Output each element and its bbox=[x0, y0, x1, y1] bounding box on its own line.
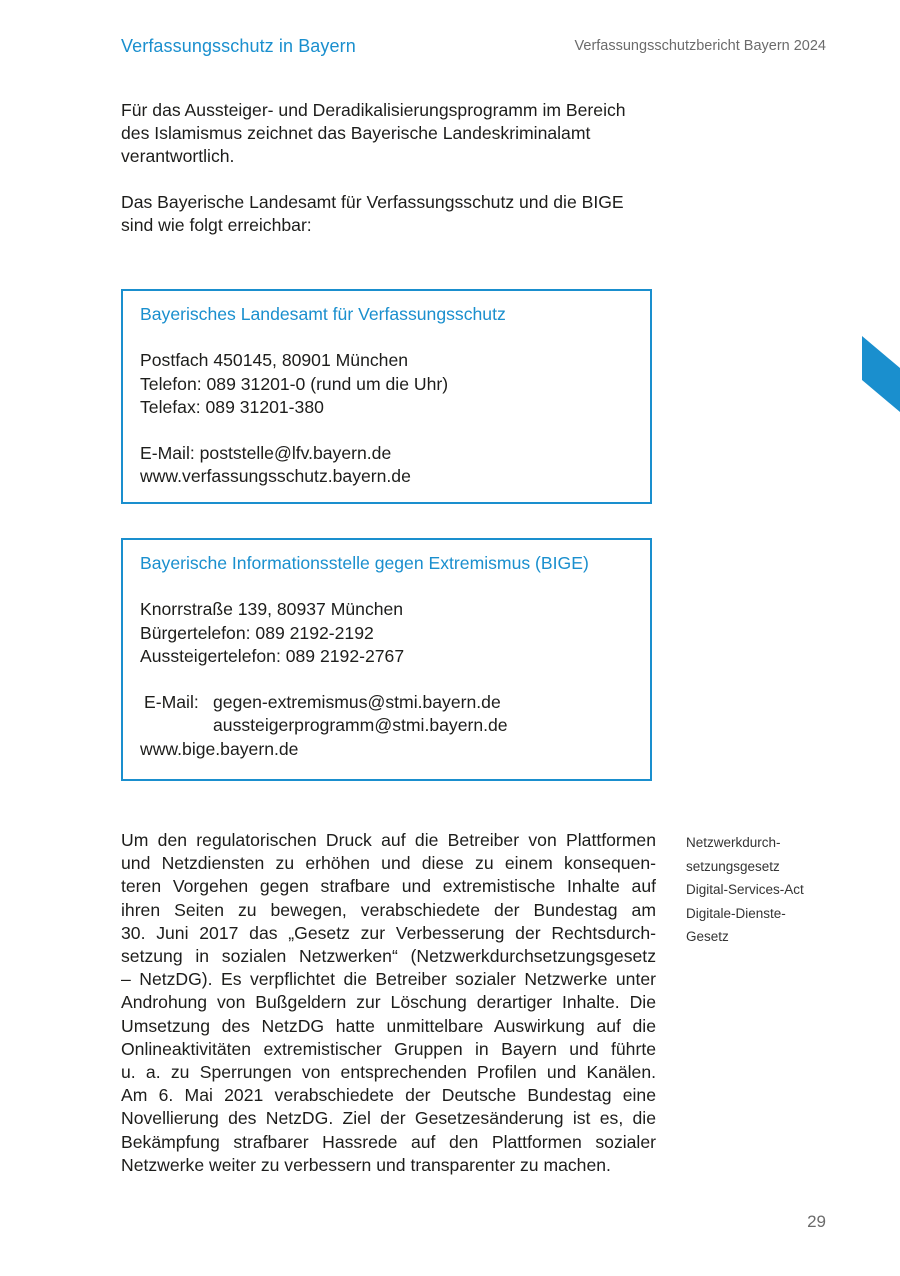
postal-address: Postfach 450145, 80901 München bbox=[140, 350, 409, 371]
report-title: Verfassungsschutzbericht Bayern 2024 bbox=[574, 38, 826, 54]
text-line: Bekämpfung strafbarer Hassrede auf den Plattformen sozialer bbox=[121, 1131, 656, 1152]
contact-box-bige bbox=[121, 538, 652, 781]
text-line: Um den regulatorischen Druck auf die Betreiber von Plattformen bbox=[121, 830, 656, 850]
text-line: setzung in sozialen Netzwerken“ (Netzwerkdurchsetzungsgesetz bbox=[121, 946, 656, 967]
email-address: E-Mail: poststelle@lfv.bayern.de bbox=[140, 443, 392, 464]
text-line: teren Vorgehen gegen strafbare und extremistische Inhalte auf bbox=[121, 876, 656, 897]
email-address: aussteigerprogramm@stmi.bayern.de bbox=[213, 715, 508, 736]
text-line: 30. Juni 2017 das „Gesetz zur Verbesserung der Rechtsdurch- bbox=[121, 922, 656, 943]
margin-keyword: setzungsgesetz bbox=[686, 858, 780, 874]
text-line: Novellierung des NetzDG. Ziel der Gesetzesänderung ist es, die bbox=[121, 1108, 656, 1129]
intro-paragraph-2 bbox=[121, 191, 657, 237]
postal-address: Knorrstraße 139, 80937 München bbox=[140, 599, 404, 620]
body-paragraph bbox=[121, 829, 656, 1177]
phone-number: Telefon: 089 31201-0 (rund um die Uhr) bbox=[140, 373, 449, 394]
text-line: Onlineaktivitäten extremistischer Gruppen in Bayern und führte bbox=[121, 1038, 656, 1059]
contact-box-title: Bayerische Informationsstelle gegen Extremismus (BIGE) bbox=[140, 553, 589, 573]
text-line: Umsetzung des NetzDG hatte unmittelbare Auswirkung auf die bbox=[121, 1015, 656, 1036]
contact-box-title: Bayerisches Landesamt für Verfassungsschutz bbox=[140, 304, 506, 324]
email-block bbox=[140, 691, 634, 737]
website-link: www.bige.bayern.de bbox=[140, 738, 299, 759]
dropout-phone-number: Aussteigertelefon: 089 2192-2767 bbox=[140, 645, 405, 666]
text-line: Netzwerke weiter zu verbessern und transparenter zu machen. bbox=[121, 1154, 611, 1175]
text-line: Für das Aussteiger- und Deradikalisierungsprogramm im Bereich bbox=[121, 100, 626, 120]
margin-keyword: Digital-Services-Act bbox=[686, 882, 804, 898]
text-line: des Islamismus zeichnet das Bayerische Landeskriminalamt bbox=[121, 123, 591, 144]
text-line: Am 6. Mai 2021 verabschiedete der Deutsche Bundestag eine bbox=[121, 1085, 656, 1106]
chapter-tab-marker bbox=[862, 336, 900, 412]
text-line: und Netzdiensten zu erhöhen und diese zu einem konsequen- bbox=[121, 853, 656, 874]
intro-paragraph-1 bbox=[121, 99, 657, 169]
fax-number: Telefax: 089 31201-380 bbox=[140, 396, 324, 417]
margin-keywords bbox=[686, 831, 846, 949]
section-title: Verfassungsschutz in Bayern bbox=[121, 36, 356, 56]
text-line: verantwortlich. bbox=[121, 146, 235, 167]
contact-box-lfv bbox=[121, 289, 652, 504]
page-number: 29 bbox=[807, 1212, 826, 1231]
citizen-phone-number: Bürgertelefon: 089 2192-2192 bbox=[140, 622, 374, 643]
text-line: Das Bayerische Landesamt für Verfassungsschutz und die BIGE bbox=[121, 192, 624, 212]
margin-keyword: Digitale-Dienste- bbox=[686, 905, 786, 921]
text-line: Androhung von Bußgeldern zur Löschung derartiger Inhalte. Die bbox=[121, 992, 656, 1013]
text-line: ihren Seiten zu bewegen, verabschiedete der Bundestag am bbox=[121, 899, 656, 920]
margin-keyword: Netzwerkdurch- bbox=[686, 835, 781, 850]
website-link: www.verfassungsschutz.bayern.de bbox=[140, 466, 411, 487]
text-line: sind wie folgt erreichbar: bbox=[121, 215, 312, 236]
email-address: gegen-extremismus@stmi.bayern.de bbox=[213, 692, 501, 713]
text-line: – NetzDG). Es verpflichtet die Betreiber sozialer Netzwerke unter bbox=[121, 969, 656, 990]
margin-keyword: Gesetz bbox=[686, 929, 729, 945]
email-label: E-Mail: bbox=[144, 692, 199, 713]
text-line: u. a. zu Sperrungen von entsprechenden Profilen und Kanälen. bbox=[121, 1062, 656, 1083]
